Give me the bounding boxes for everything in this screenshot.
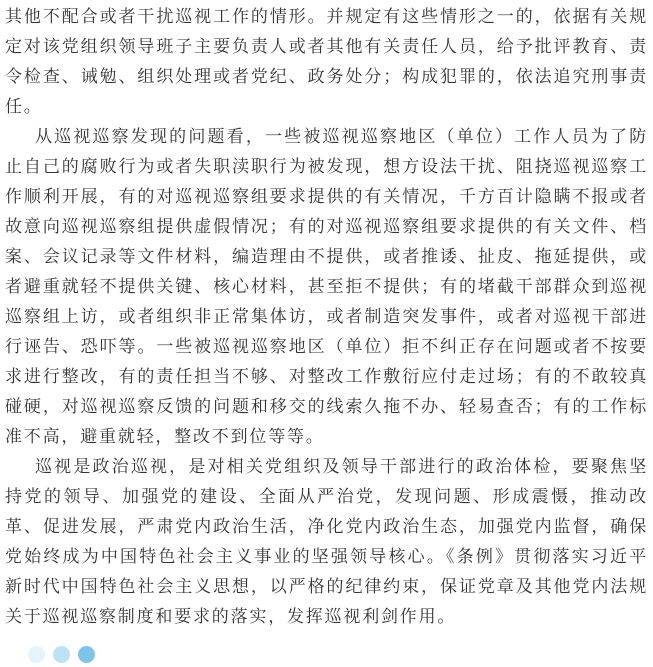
pagination-dot-3 — [78, 646, 95, 663]
paragraph: 巡视是政治巡视，是对相关党组织及领导干部进行的政治体检，要聚焦坚持党的领导、加强党的建设、全面从严治党，发现问题、形成震慑，推动改革、促进发展，严肃党内政治生活，净化党内政治生态，加强党内监督，确保党始终成为中国特色社会主义事业的坚强领导核心。《条例》贯彻落实习近平新时代中国特色社会主义思想，以严格的纪律约束，保证党章及其他党内法规关于巡视巡察制度和要求的落实，发挥巡视利剑作用。 — [5, 457, 648, 626]
pagination-dot-2 — [53, 646, 70, 663]
pagination-dots — [28, 646, 653, 663]
paragraph: 从巡视巡察发现的问题看，一些被巡视巡察地区（单位）工作人员为了防止自己的腐败行为或者失职渎职行为被发现，想方设法干扰、阻挠巡视巡察工作顺利开展，有的对巡视巡察组要求提供的有关情况，千方百计隐瞒不报或者故意向巡视巡察组提供虚假情况；有的对巡视巡察组要求提供的有关文件、档案、会议记录等文件材料，编造理由不提供，或者推诿、扯皮、拖延提供，或者避重就轻不提供关键、核心材料，甚至拒不提供；有的堵截干部群众到巡视巡察组上访，或者组织非正常集体访，或者制造突发事件，或者对巡视干部进行诬告、恐吓等。一些被巡视巡察地区（单位）拒不纠正存在问题或者不按要求进行整改，有的责任担当不够、对整改工作敷衍应付走过场；有的不敢较真碰硬，对巡视巡察反馈的问题和移交的线索久拖不办、轻易查否；有的工作标准不高，避重就轻，整改不到位等等。 — [5, 127, 648, 446]
pagination-dot-1 — [28, 646, 45, 663]
paragraph: 其他不配合或者干扰巡视工作的情形。并规定有这些情形之一的，依据有关规定对该党组织领导班子主要负责人或者其他有关责任人员，给予批评教育、责令检查、诫勉、组织处理或者党纪、政务处分；构成犯罪的，依法追究刑事责任。 — [5, 7, 648, 116]
